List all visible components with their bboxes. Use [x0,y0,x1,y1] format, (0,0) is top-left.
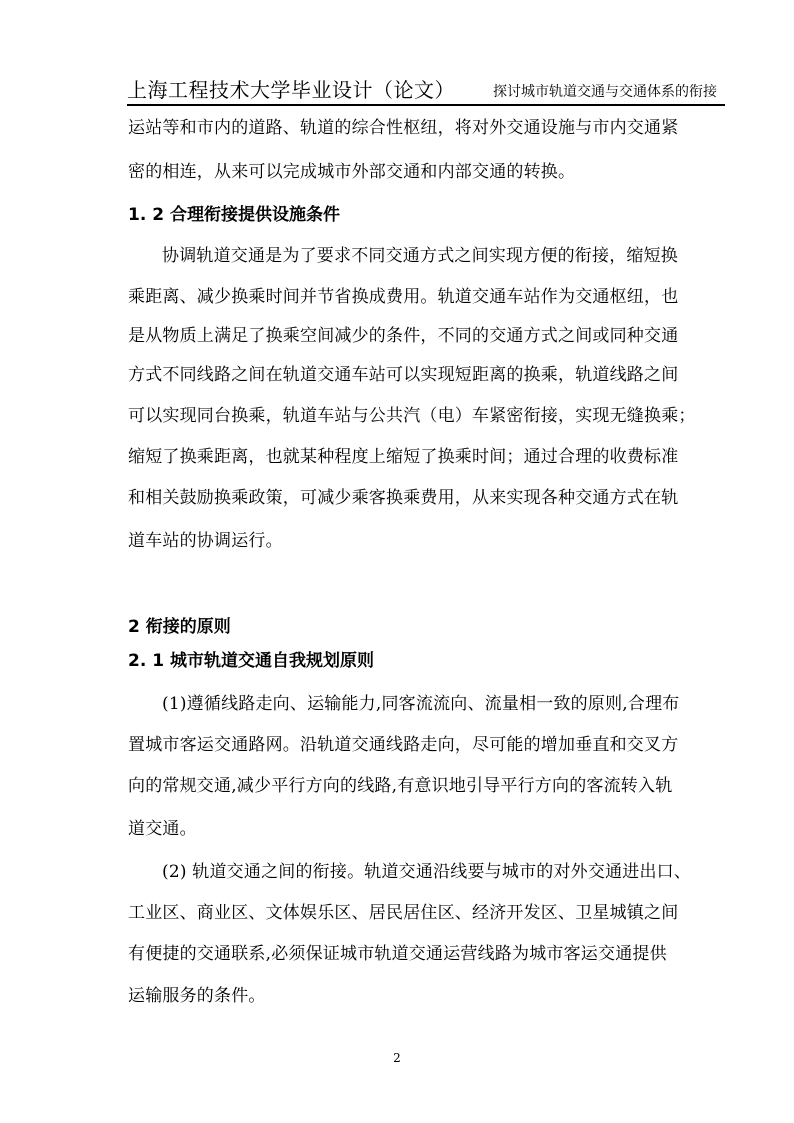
paragraph-line: 协调轨道交通是为了要求不同交通方式之间实现方便的衔接，缩短换 [162,246,678,266]
page-header [127,78,725,106]
page-number: 2 [393,1051,401,1065]
paragraph-line: 是从物质上满足了换乘空间减少的条件，不同的交通方式之间或同种交通 [128,326,679,346]
header-paper-title: 探讨城市轨道交通与交通体系的衔接 [493,84,717,100]
paragraph-line: 置城市客运交通路网。沿轨道交通线路走向，尽可能的增加垂直和交叉方 [128,735,679,755]
paragraph-line: (1)遵循线路走向、运输能力,同客流流向、流量相一致的原则,合理布 [162,694,680,714]
section-heading-2-1: 2. 1 城市轨道交通自我规划原则 [128,651,374,671]
paragraph-line: 运输服务的条件。 [128,986,266,1006]
intro-line: 密的相连，从来可以完成城市外部交通和内部交通的转换。 [128,162,576,182]
intro-line: 运站等和市内的道路、轨道的综合性枢纽，将对外交通设施与市内交通紧 [128,118,679,138]
paragraph-line: 有便捷的交通联系,必须保证城市轨道交通运营线路为城市客运交通提供 [128,944,667,964]
paragraph-line: 乘距离、减少换乘时间并节省换成费用。轨道交通车站作为交通枢纽，也 [128,287,679,307]
header-university-title: 上海工程技术大学毕业设计（论文） [127,78,455,102]
paragraph-line: 可以实现同台换乘，轨道车站与公共汽（电）车紧密衔接，实现无缝换乘； [128,406,696,426]
paragraph-line: 缩短了换乘距离，也就某种程度上缩短了换乘时间；通过合理的收费标准 [128,447,679,467]
section-heading-2: 2 衔接的原则 [128,617,231,637]
section-heading-1-2: 1. 2 合理衔接提供设施条件 [128,205,340,225]
paragraph-line: 工业区、商业区、文体娱乐区、居民居住区、经济开发区、卫星城镇之间 [128,903,679,923]
paragraph-line: 向的常规交通,减少平行方向的线路,有意识地引导平行方向的客流转入轨 [128,776,673,796]
paragraph-line: 道车站的协调运行。 [128,531,283,551]
paragraph-line: 道交通。 [128,819,197,839]
paragraph-line: 方式不同线路之间在轨道交通车站可以实现短距离的换乘，轨道线路之间 [128,365,679,385]
paragraph-line: (2) 轨道交通之间的衔接。轨道交通沿线要与城市的对外交通进出口、 [162,862,692,882]
paragraph-line: 和相关鼓励换乘政策，可减少乘客换乘费用，从来实现各种交通方式在轨 [128,488,679,508]
